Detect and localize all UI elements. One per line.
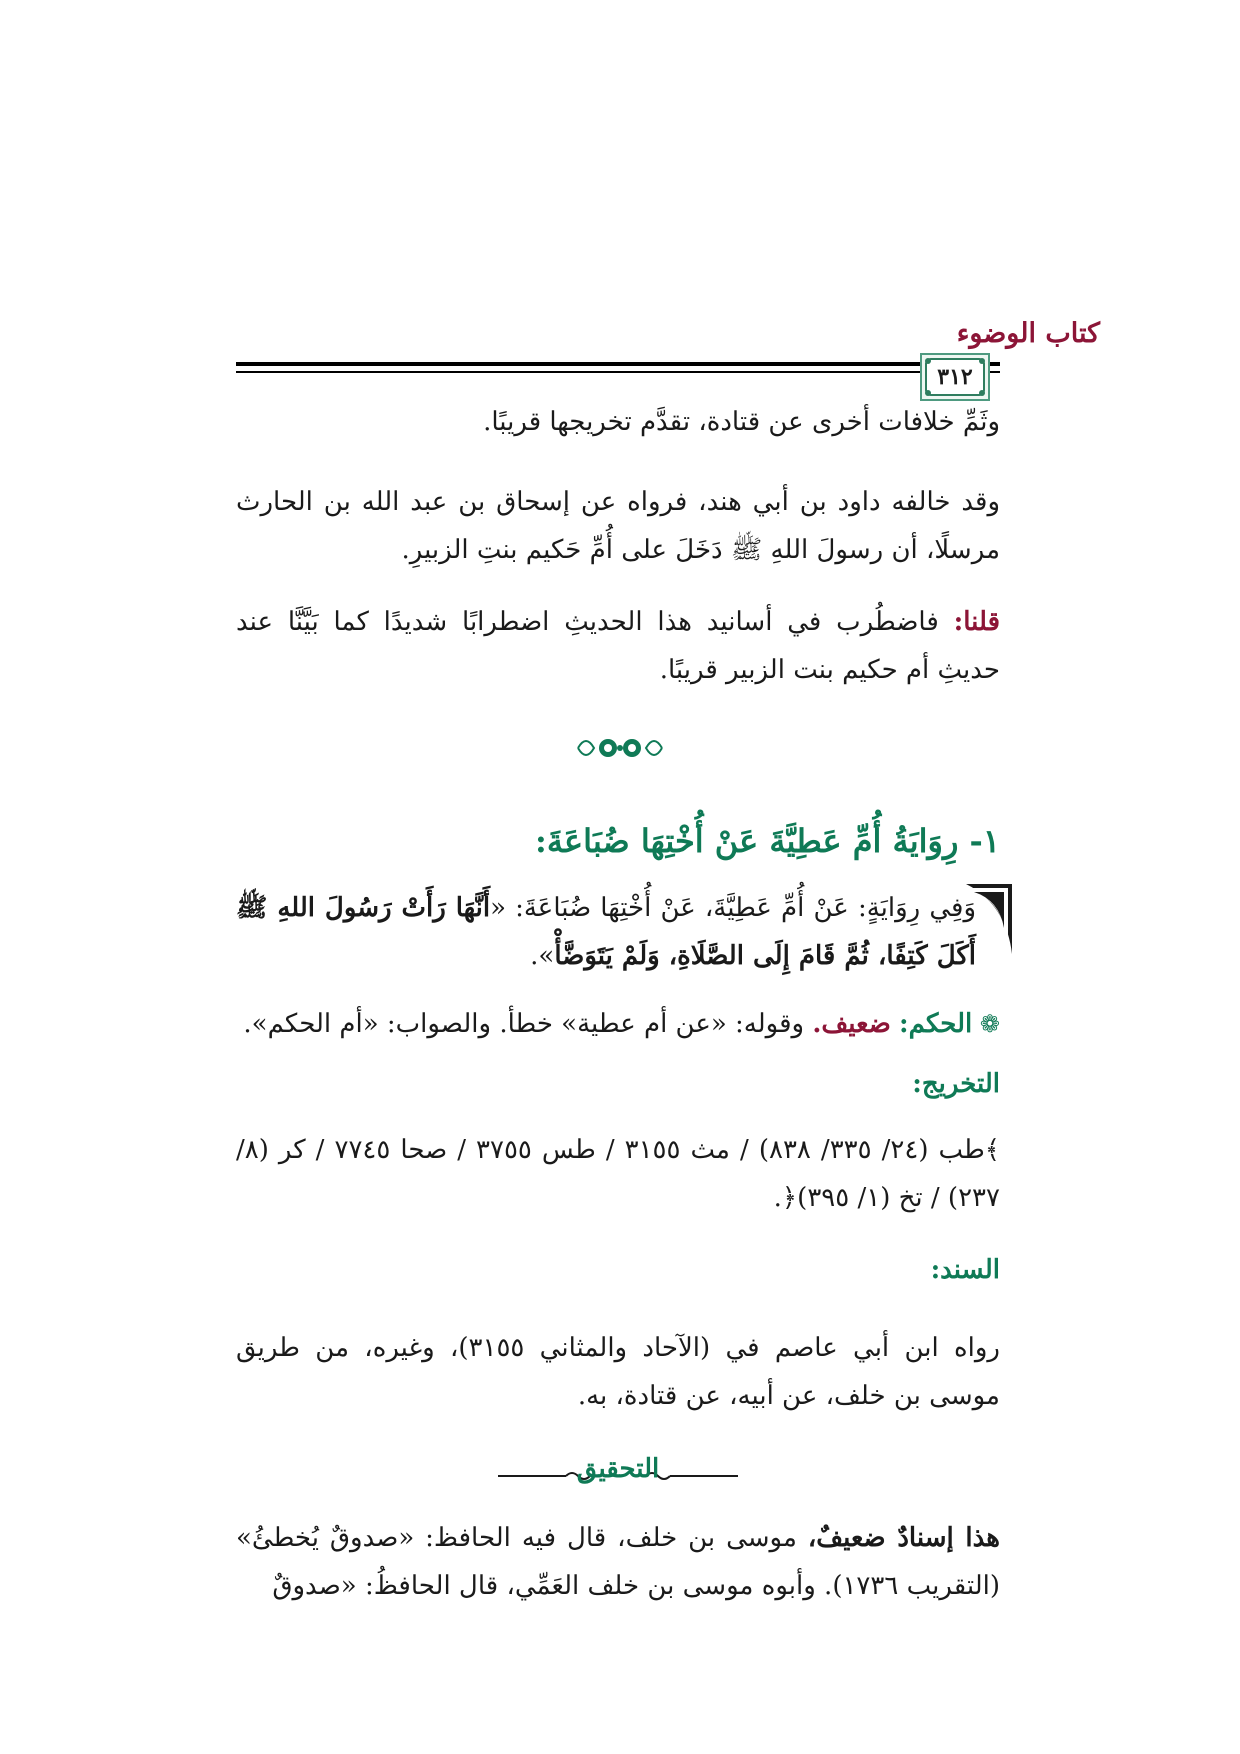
paragraph-text: وقد خالفه داود بن أبي هند، فرواه عن إسحاق بن عبد الله بن الحارث مرسلًا، أن رسولَ اللهِ ﷺ دَخَلَ على أُمِّ حَكيم بنتِ الزبيرِ. bbox=[236, 487, 1000, 565]
hukm-value: ضعيف. bbox=[812, 1009, 891, 1039]
hadith-intro: وَفِي رِوَايَةٍ: عَنْ أُمِّ عَطِيَّةَ، عَنْ أُخْتِهَا ضُبَاعَةَ: « bbox=[490, 893, 976, 923]
ornamental-frame-icon bbox=[925, 390, 931, 396]
tahqiq-divider bbox=[236, 1454, 1000, 1494]
tahqiq-label: التحقيق bbox=[576, 1454, 660, 1484]
takhrij-text bbox=[236, 1126, 1000, 1222]
sanad-label: السند: bbox=[930, 1255, 1000, 1285]
qulna-label: قلنا: bbox=[953, 607, 1000, 637]
paragraph-2 bbox=[236, 478, 1000, 574]
takhrij-label: التخريج: bbox=[912, 1069, 1000, 1099]
tahqiq-paragraph bbox=[236, 1514, 1000, 1610]
hadith-matn: أَنَّهَا رَأَتْ رَسُولَ اللهِ ﷺ أَكَلَ كَتِفًا، ثُمَّ قَامَ إِلَى الصَّلَاةِ، وَلَمْ يَتَوَضَّأْ bbox=[236, 893, 976, 971]
takhrij-heading bbox=[236, 1060, 1000, 1108]
takhrij-references: ﴾طب (٢٤/ ٣٣٥/ ٨٣٨) / مث ٣١٥٥ / طس ٣٧٥٥ / صحا ٧٧٤٥ / كر (٨/ ٢٣٧) / تخ (١/ ٣٩٥)﴿. bbox=[236, 1135, 1001, 1213]
paragraph-text: فاضطُرب في أسانيد هذا الحديثِ اضطرابًا شديدًا كما بَيَّنَّا عند حديثِ أم حكيم بنت الزبير قريبًا. bbox=[236, 607, 1000, 685]
section-heading: ١- رِوَايَةُ أُمِّ عَطِيَّةَ عَنْ أُخْتِهَا ضُبَاعَةَ: bbox=[535, 822, 1000, 860]
paragraph-text: وثَمِّ خلافات أخرى عن قتادة، تقدَّم تخريجها قريبًا. bbox=[483, 407, 1000, 437]
page-number: ٣١٢ bbox=[925, 358, 985, 396]
ornamental-frame-icon bbox=[979, 390, 985, 396]
hadith-text bbox=[236, 884, 976, 980]
hukm-text: وقوله: «عن أم عطية» خطأ. والصواب: «أم الحكم». bbox=[243, 1009, 813, 1039]
hukm-line bbox=[236, 1000, 1000, 1048]
sanad-body: رواه ابن أبي عاصم في (الآحاد والمثاني ٣١٥٥)، وغيره، من طريق موسى بن خلف، عن أبيه، عن قتادة، به. bbox=[236, 1333, 1000, 1411]
flower-bullet-icon: ❁ bbox=[972, 1010, 1000, 1038]
tahqiq-bold: هذا إسنادٌ ضعيفٌ، bbox=[807, 1523, 1001, 1553]
header-rule-bottom bbox=[236, 371, 1000, 373]
ornamental-frame-icon bbox=[925, 358, 931, 364]
sanad-heading bbox=[236, 1246, 1000, 1294]
hukm-label: الحكم: bbox=[899, 1009, 973, 1039]
tahqiq-body: موسى بن خلف، قال فيه الحافظ: «صدوقٌ يُخطئُ» (التقريب ١٧٣٦). وأبوه موسى بن خلف العَمِّي، قال الحافظُ: «صدوقٌ bbox=[236, 1523, 1000, 1601]
page-number-frame bbox=[920, 353, 990, 401]
sanad-text bbox=[236, 1324, 1000, 1420]
paragraph-1 bbox=[236, 398, 1000, 446]
ornamental-frame-icon bbox=[979, 358, 985, 364]
floral-divider-icon bbox=[570, 728, 670, 768]
running-title: كتاب الوضوء bbox=[956, 318, 1100, 349]
paragraph-3 bbox=[236, 598, 1000, 694]
header-rule-top bbox=[236, 362, 1000, 366]
hadith-close: ». bbox=[530, 941, 555, 971]
